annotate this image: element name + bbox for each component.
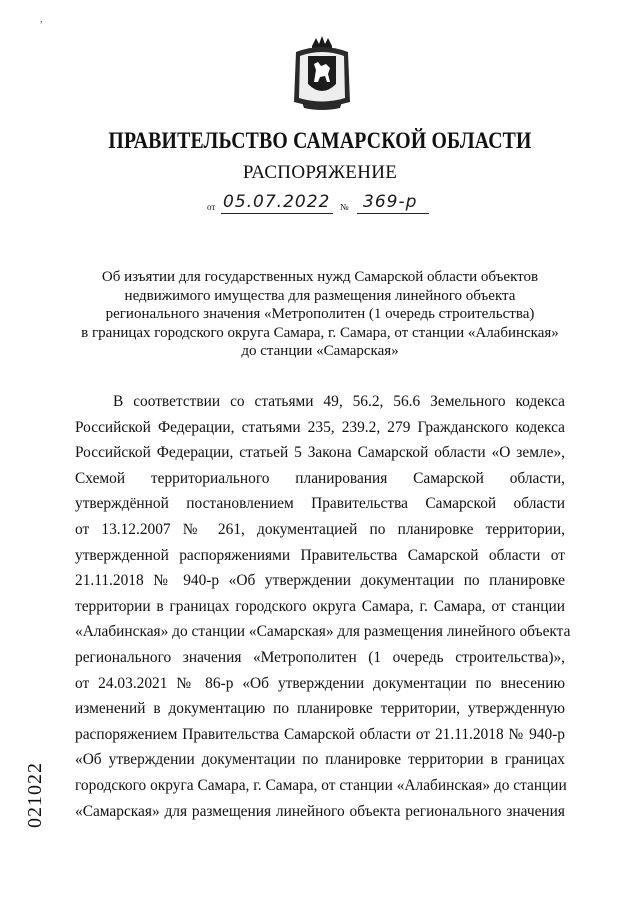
number-underline: [357, 213, 429, 214]
date-number-line: [207, 193, 447, 217]
body-line: городского округа Самара, г. Самара, от станции «Алабинская» до станции: [75, 776, 567, 794]
body-line: Российской Федерации, статьей 5 Закона Самарской области «О земле»,: [75, 444, 565, 462]
body-line: Схемой территориального планирования Самарской области,: [75, 469, 565, 487]
government-title: ПРАВИТЕЛЬСТВО САМАРСКОЙ ОБЛАСТИ: [108, 128, 532, 153]
subject-line: регионального значения «Метрополитен (1 очередь строительства): [105, 306, 535, 323]
body-line: территории в границах городского округа Самара, г. Самара, от станции: [75, 597, 565, 615]
date-underline: [221, 213, 333, 214]
document-body: [75, 389, 571, 824]
body-line: от 13.12.2007 № 261, документацией по планировке территории,: [75, 520, 565, 538]
body-line: В соответствии со статьями 49, 56.2, 56.6 Земельного кодекса: [113, 393, 565, 410]
body-line: Российской Федерации, статьями 235, 239.2, 279 Гражданского кодекса: [75, 418, 565, 436]
date-prefix-label: от: [207, 202, 216, 212]
body-line: «Алабинская» до станции «Самарская» для размещения линейного объекта: [75, 623, 571, 641]
document-type: РАСПОРЯЖЕНИЕ: [242, 162, 398, 183]
body-line: утверждённой постановлением Правительства Самарской области: [75, 495, 565, 513]
document-number: 369-р: [363, 192, 418, 212]
body-line: изменений в документацию по планировке территории, утвержденную: [75, 700, 565, 718]
corner-mark: ,: [40, 14, 43, 25]
subject-line: Об изъятии для государственных нужд Самарской области объектов: [101, 269, 539, 285]
document-date: 05.07.2022: [223, 192, 331, 212]
body-line: «Об утверждении документации по планировке территории в границах: [75, 751, 565, 769]
body-line: «Самарская» для размещения линейного объекта регионального значения: [75, 802, 565, 820]
body-line: 21.11.2018 № 940-р «Об утверждении документации по планировке: [75, 572, 565, 590]
body-line: утвержденной распоряжениями Правительства Самарской области от: [75, 546, 565, 564]
subject-line: недвижимого имущества для размещения линейного объекта: [124, 287, 516, 304]
body-line: распоряжением Правительства Самарской области от 21.11.2018 № 940-р: [75, 725, 565, 743]
subject-line: в границах городского округа Самара, г. Самара, от станции «Алабинская»: [81, 324, 559, 341]
registration-margin-number: 021022: [24, 762, 46, 828]
body-line: регионального значения «Метрополитен (1 очередь строительства)»,: [75, 648, 565, 666]
subject-line: до станции «Самарская»: [241, 343, 399, 360]
coat-of-arms-icon: [290, 36, 354, 112]
document-subject: [60, 268, 580, 361]
number-label: №: [340, 202, 349, 212]
body-line: от 24.03.2021 № 86-р «Об утверждении документации по внесению: [75, 674, 565, 692]
